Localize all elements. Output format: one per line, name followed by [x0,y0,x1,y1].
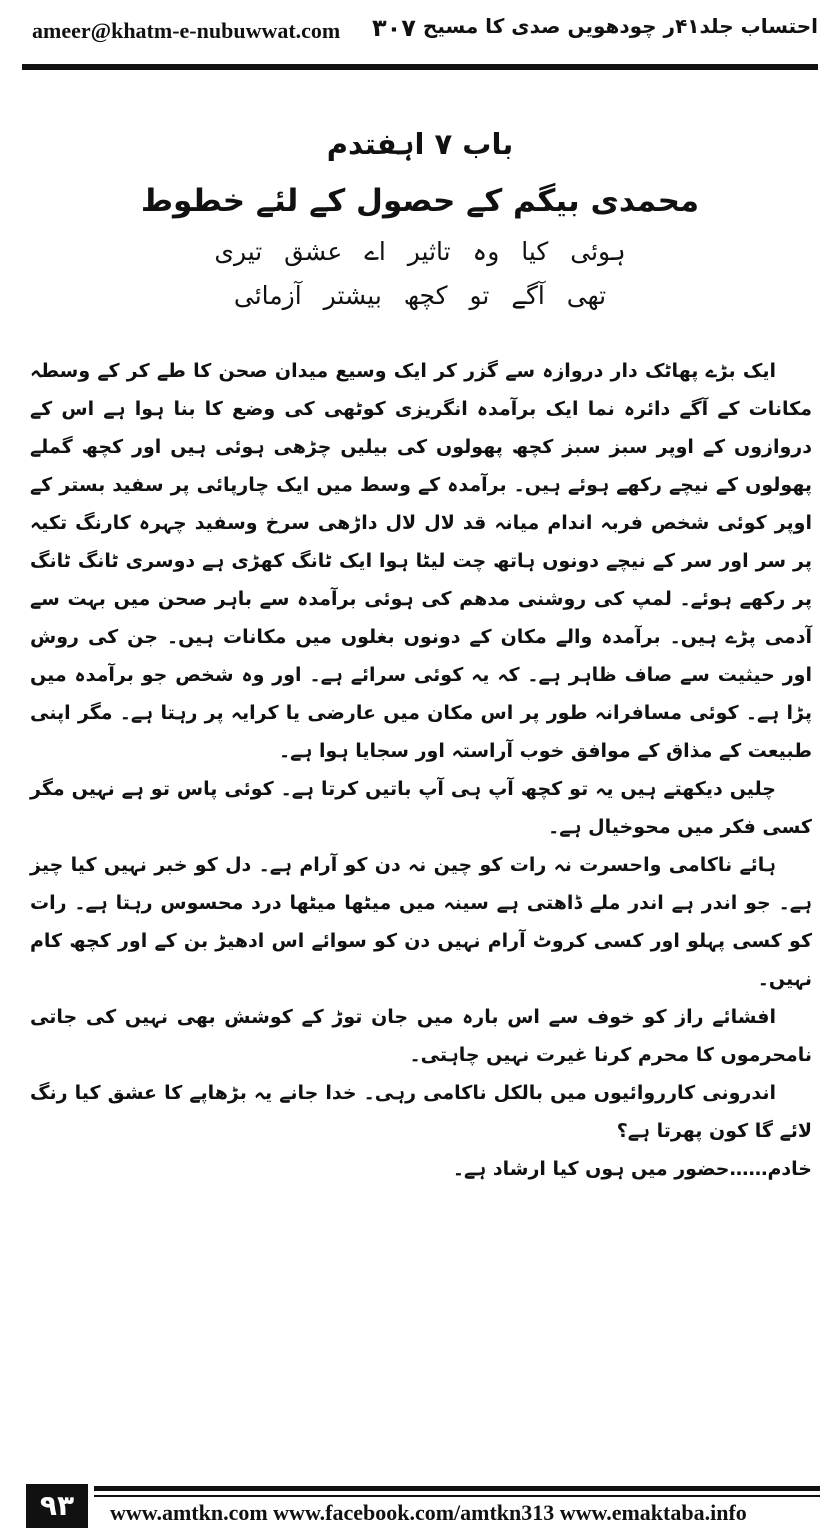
chapter-heading: باب ۷ اہفتدم [326,127,514,161]
header-page-number: ۳۰۷ [372,14,416,42]
page-header [0,0,840,58]
chapter-title: محمدی بیگم کے حصول کے لئے خطوط [140,183,700,219]
header-email: ameer@khatm-e-nubuwwat.com [32,18,341,43]
footer-page-box: ۹۳ [26,1484,88,1528]
paragraph: اندرونی کارروائیوں میں بالکل ناکامی رہی۔ خدا جانے یہ بڑھاپے کا عشق کیا رنگ لائے گا کون پھرتا ہے؟ [30,1082,812,1142]
verse-line-1: ہوئی کیا وہ تاثیر اے عشق تیری [214,237,626,266]
footer-websites: www.amtkn.com www.facebook.com/amtkn313 www.emaktaba.info [110,1500,747,1525]
verse-line-2: تھی آگے تو کچھ بیشتر آزمائی [233,281,607,310]
header-divider [22,64,818,70]
footer-rule-thin [94,1495,820,1497]
header-book-title: احتساب جلد۴۱ر چودھویں صدی کا مسیح [422,14,818,38]
paragraph: افشائے راز کو خوف سے اس بارہ میں جان توڑ کے کوشش بھی نہیں کی جاتی نامحرموں کا محرم کرنا غیرت نہیں چاہتی۔ [30,1006,812,1066]
paragraph: ہائے ناکامی واحسرت نہ رات کو چین نہ دن کو آرام ہے۔ دل کو خبر نہیں کیا چیز ہے۔ جو اندر ہے اندر ملے ڈاھتی ہے سینہ میں میٹھا میٹھا درد محسوس رہتا ہے۔ رات کو کسی پہلو اور کسی کروٹ آرام نہیں دن کو سوائے اس ادھیڑ بن کے اور کچھ کام نہیں۔ [30,854,812,990]
paragraph: چلیں دیکھتے ہیں یہ تو کچھ آپ ہی آپ باتیں کرتا ہے۔ کوئی پاس تو ہے نہیں مگر کسی فکر میں محوخیال ہے۔ [30,778,812,838]
footer-rule [94,1486,820,1491]
paragraph: ایک بڑے پھاٹک دار دروازہ سے گزر کر ایک وسیع میدان صحن کا طے کر کے وسطہ مکانات کے آگے دائرہ نما ایک برآمدہ انگریزی کوٹھی کی وضع کا بنا ہوا ہے اس کے دروازوں کے اوپر سبز سبز کچھ پھولوں کی بیلیں چڑھی ہوئی ہیں اور کچھ گملے پھولوں کے نیچے رکھے ہوئے ہیں۔ برآمدہ کے وسط میں ایک چارپائی پر سفید بستر کے اوپر کوئی شخص فربہ اندام میانہ قد لال لال داڑھی سرخ وسفید چہرہ کارنگ تکیہ پر سر اور سر کے نیچے دونوں ہاتھ چت لیٹا ہوا ایک ٹانگ کھڑی ہے دوسری ٹانگ ٹانگ پر رکھے ہوئے۔ لمپ کی روشنی مدھم کی ہوئی برآمدہ سے باہر صحن میں بہت سے آدمی پڑے ہیں۔ برآمدہ والے مکان کے دونوں بغلوں میں مکانات ہیں۔ جن کی روش اور حیثیت سے صاف ظاہر ہے۔ کہ یہ کوئی سرائے ہے۔ اور وہ شخص جو برآمدہ میں پڑا ہے۔ کوئی مسافرانہ طور پر اس مکان میں عارضی یا کرایہ پر رہتا ہے۔ مگر اپنی طبیعت کے مذاق کے موافق خوب آراستہ اور سجایا ہوا ہے۔ [30,360,812,762]
paragraph: خادم……حضور میں ہوں کیا ارشاد ہے۔ [452,1158,812,1180]
body-text [30,352,812,1188]
chapter-heading-block [0,116,840,318]
page-footer [0,1484,840,1540]
